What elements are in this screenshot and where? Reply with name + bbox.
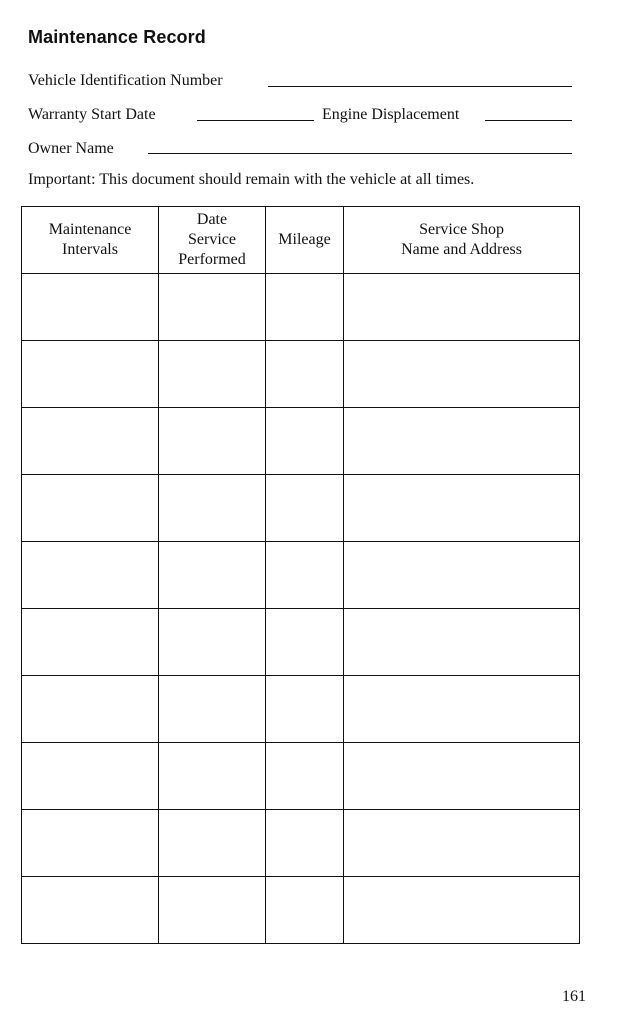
important-notice: Important: This document should remain with the vehicle at all times. [28, 171, 475, 188]
cell-date-service-performed[interactable] [159, 475, 266, 542]
cell-date-service-performed[interactable] [159, 274, 266, 341]
cell-service-shop[interactable] [344, 274, 580, 341]
cell-mileage[interactable] [266, 609, 344, 676]
cell-service-shop[interactable] [344, 877, 580, 944]
cell-date-service-performed[interactable] [159, 341, 266, 408]
page-title: Maintenance Record [28, 27, 206, 47]
engine-displacement-label: Engine Displacement [322, 106, 460, 123]
cell-maintenance-intervals[interactable] [22, 676, 159, 743]
cell-service-shop[interactable] [344, 810, 580, 877]
cell-maintenance-intervals[interactable] [22, 408, 159, 475]
cell-service-shop[interactable] [344, 542, 580, 609]
cell-maintenance-intervals[interactable] [22, 542, 159, 609]
cell-date-service-performed[interactable] [159, 676, 266, 743]
cell-date-service-performed[interactable] [159, 877, 266, 944]
cell-mileage[interactable] [266, 274, 344, 341]
table-row [22, 408, 580, 475]
table-row [22, 341, 580, 408]
cell-maintenance-intervals[interactable] [22, 475, 159, 542]
owner-name-label: Owner Name [28, 140, 114, 157]
engine-displacement-blank-line[interactable] [485, 120, 572, 121]
cell-service-shop[interactable] [344, 408, 580, 475]
cell-maintenance-intervals[interactable] [22, 609, 159, 676]
cell-service-shop[interactable] [344, 676, 580, 743]
cell-mileage[interactable] [266, 408, 344, 475]
vin-label: Vehicle Identification Number [28, 72, 223, 89]
warranty-start-date-label: Warranty Start Date [28, 106, 156, 123]
column-header-date-service-performed: Date Service Performed [159, 207, 266, 274]
vin-blank-line[interactable] [268, 86, 572, 87]
cell-mileage[interactable] [266, 877, 344, 944]
cell-maintenance-intervals[interactable] [22, 274, 159, 341]
table-row [22, 475, 580, 542]
table-row [22, 274, 580, 341]
table-row [22, 810, 580, 877]
table-row [22, 542, 580, 609]
cell-date-service-performed[interactable] [159, 810, 266, 877]
cell-maintenance-intervals[interactable] [22, 743, 159, 810]
column-header-service-shop: Service Shop Name and Address [344, 207, 580, 274]
cell-mileage[interactable] [266, 475, 344, 542]
cell-mileage[interactable] [266, 676, 344, 743]
cell-maintenance-intervals[interactable] [22, 877, 159, 944]
column-header-maintenance-intervals: Maintenance Intervals [22, 207, 159, 274]
table-body [22, 274, 580, 944]
maintenance-record-table [21, 206, 580, 944]
cell-mileage[interactable] [266, 743, 344, 810]
table-header-row [22, 207, 580, 274]
page-number: 161 [562, 988, 586, 1005]
cell-service-shop[interactable] [344, 743, 580, 810]
cell-mileage[interactable] [266, 810, 344, 877]
table-row [22, 743, 580, 810]
cell-date-service-performed[interactable] [159, 609, 266, 676]
owner-name-blank-line[interactable] [148, 153, 572, 154]
cell-date-service-performed[interactable] [159, 743, 266, 810]
cell-service-shop[interactable] [344, 609, 580, 676]
cell-maintenance-intervals[interactable] [22, 341, 159, 408]
column-header-mileage: Mileage [266, 207, 344, 274]
cell-mileage[interactable] [266, 341, 344, 408]
cell-service-shop[interactable] [344, 475, 580, 542]
cell-mileage[interactable] [266, 542, 344, 609]
table-row [22, 877, 580, 944]
cell-maintenance-intervals[interactable] [22, 810, 159, 877]
cell-service-shop[interactable] [344, 341, 580, 408]
table-row [22, 609, 580, 676]
warranty-start-date-blank-line[interactable] [197, 120, 314, 121]
cell-date-service-performed[interactable] [159, 408, 266, 475]
table-row [22, 676, 580, 743]
cell-date-service-performed[interactable] [159, 542, 266, 609]
